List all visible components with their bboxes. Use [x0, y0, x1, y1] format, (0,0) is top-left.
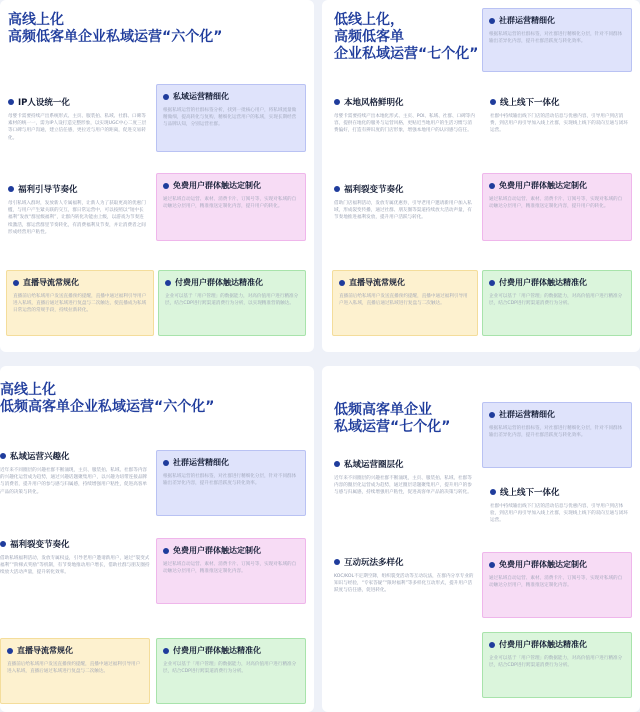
card-body: 直播前后给私域用户发送直播预约提醒，直播中通过福利引导用户进入私域，直播后通过私域进行复盘与二次触达，使直播成为私域日常运营的常规手段，持续拉新转化。 — [13, 294, 147, 314]
panel-high-online-low-freq — [0, 366, 314, 712]
bullet-dot-icon — [163, 94, 169, 100]
bullet-dot-icon — [163, 548, 169, 554]
section-online-offline — [490, 486, 632, 553]
section-body: 借助门店福利活动，发放专属优惠券，引导老用户邀请新用户加入私域，形成裂变传播，通过社群、朋友圈等渠道持续放大活动声量，有节奏地推进福利发放，提升用户活跃与转化。 — [334, 201, 472, 221]
section-label: IP人设统一化 — [18, 98, 70, 108]
section-label: 私域运营圈层化 — [344, 460, 404, 470]
section-label: 私域运营兴趣化 — [10, 452, 70, 462]
card-body: 直播前后给私域用户发送直播预约提醒，直播中通过福利引导用户进入私域，直播后通过私域进行复盘与二次触达。 — [7, 662, 141, 675]
card-free-user-reach — [156, 538, 306, 604]
card-body: 直播前后给私域用户发送直播预约提醒，直播中通过福利引导用户进入私域，直播后通过私域进行复盘与二次触达。 — [339, 294, 468, 307]
bullet-dot-icon — [163, 648, 169, 654]
panel-high-online-high-freq — [0, 0, 314, 352]
panel-title: 高线上化 低频高客单企业私域运营“六个化” — [0, 382, 215, 415]
card-live-stream-traffic — [0, 638, 150, 704]
card-label: 社群运营精细化 — [499, 16, 555, 25]
section-body: KOC/KOL不定期空降，组织裂变活动等互动玩法，在群内分享专业的知识与经验，“专家答疑”“限时福利”等多样化互动形式，提升用户活跃度与信任感，促进转化。 — [334, 574, 474, 594]
card-free-user-reach — [482, 173, 632, 241]
section-label: 线上线下一体化 — [500, 488, 560, 498]
card-body: 根据私域运营的社群标签分析，找到一批核心用户，将私域流量做精做细，提高转化与复购，精细化运营用户的私域，实现长期经营与品牌认知，分别运营社群。 — [163, 108, 297, 128]
card-body: 通过私域自动运营、素材、消费卡片、订阅号等，实现对私域的自动触达分层用户，精准推送定制化内容。 — [163, 562, 297, 575]
card-label: 社群运营精细化 — [499, 410, 555, 419]
section-interaction-variety — [334, 556, 476, 623]
section-benefit-rhythm — [8, 183, 148, 252]
bullet-dot-icon — [489, 642, 495, 648]
section-benefit-fission — [334, 183, 476, 244]
panel-low-online-low-freq — [322, 366, 640, 712]
card-label: 付费用户群体触达精准化 — [175, 278, 263, 287]
card-body: 根据私域运营的社群标签，对社群进行精细化分层，针对不同群体输出差异化内容，提升社群活跃度与转化效率。 — [489, 32, 623, 45]
card-body: 根据私域运营的社群标签，对社群进行精细化分层，针对不同群体输出差异化内容，提升社群活跃度与转化效率。 — [163, 474, 297, 487]
card-label: 付费用户群体触达精准化 — [499, 640, 587, 649]
card-free-user-reach — [482, 552, 632, 618]
card-label: 免费用户群体触达定制化 — [173, 546, 261, 555]
bullet-dot-icon — [0, 541, 6, 547]
section-label: 福利引导节奏化 — [18, 185, 78, 195]
section-body: 借助私域福利活动，发放专属权益，引导老用户邀请新用户，通过“裂变式福利”“阶梯式奖励”等机制，有节奏地推动用户增长，借助社群与朋友圈持续放大活动声量，提升转化效率。 — [0, 556, 150, 576]
bullet-dot-icon — [489, 280, 495, 286]
card-body: 企业可以基于「用户管理」的数据能力，对高价值用户进行精准分层，结合CDP进行跨渠道消费行为分析，以实现精准营销触达。 — [165, 294, 299, 307]
card-label: 免费用户群体触达定制化 — [499, 560, 587, 569]
bullet-dot-icon — [7, 648, 13, 654]
card-label: 直播导流常规化 — [349, 278, 405, 287]
bullet-dot-icon — [339, 280, 345, 286]
bullet-dot-icon — [490, 489, 496, 495]
card-community-refined — [482, 8, 632, 72]
section-body: 社群中持续输出线下门店的活动信息与优惠内容，引导用户到店消费，到店用户再引导加入线上社群，实现线上线下的双向互通与闭环运营。 — [490, 114, 628, 134]
panel-title: 低线上化， 高频低客单 企业私域运营“七个化” — [334, 12, 479, 62]
section-online-offline — [490, 96, 632, 157]
card-live-stream-traffic — [6, 270, 154, 336]
card-body: 通过私域自动运营、素材、消费卡片、订阅号等，实现对私域的自动触达分层用户，精准推送定制化内容，提升用户的转化。 — [163, 197, 297, 210]
card-body: 企业可以基于「用户管理」的数据能力，对高价值用户进行精准分层，结合CDP进行跨渠道消费行为分析。 — [489, 294, 623, 307]
card-label: 社群运营精细化 — [173, 458, 229, 467]
section-local-style — [334, 96, 476, 157]
bullet-dot-icon — [334, 461, 340, 467]
card-community-refined — [156, 450, 306, 516]
bullet-dot-icon — [489, 183, 495, 189]
card-live-stream-traffic — [332, 270, 478, 336]
bullet-dot-icon — [165, 280, 171, 286]
section-label: 互动玩法多样化 — [344, 558, 404, 568]
bullet-dot-icon — [163, 460, 169, 466]
bullet-dot-icon — [8, 186, 14, 192]
section-label: 本地风格鲜明化 — [344, 98, 404, 108]
section-interest-ops — [0, 450, 150, 525]
bullet-dot-icon — [8, 99, 14, 105]
bullet-dot-icon — [0, 453, 6, 459]
card-body: 企业可以基于「用户管理」的数据能力，对高价值用户进行精准分层，结合CDP进行跨渠道消费行为分析。 — [163, 662, 297, 675]
card-label: 直播导流常规化 — [23, 278, 79, 287]
card-paid-user-reach — [156, 638, 306, 704]
bullet-dot-icon — [489, 18, 495, 24]
section-label: 福利裂变节奏化 — [10, 540, 70, 550]
section-body: 近年来不同圈层的兴趣社群不断涌现，主页、服装拍、私域、社群等内容的圈层化运营成为趋势，通过圈层话题聚集用户，提升用户的参与感与归属感，持续增强用户粘性，促进高客单产品的决策与转化。 — [334, 476, 472, 496]
section-ip-persona — [8, 96, 148, 157]
card-free-user-reach — [156, 173, 306, 241]
card-body: 通过私域自动运营、素材、消费卡片、订阅号等，实现对私域的自动触达分层用户，精准推送定制化内容。 — [489, 576, 623, 589]
section-body: 母婴卡需要持续产出系统形式、主页、服装拍、私域、社群、口碑等素材的统一一，需为IP人设打造完整形象，以实现UGC中心二度三层等口碑与用户沟通，建立信任感，更拉近与用户的距离，促进交易转化。 — [8, 114, 147, 141]
card-label: 直播导流常规化 — [17, 646, 73, 655]
bullet-dot-icon — [490, 99, 496, 105]
card-label: 免费用户群体触达定制化 — [499, 181, 587, 190]
card-label: 付费用户群体触达精准化 — [499, 278, 587, 287]
section-body: 近年来不同圈层的兴趣社群不断涌现，主页、服装拍、私域、社群等内容的兴趣化运营成为趋势，通过兴趣话题聚集用户，以兴趣为纽带连接品牌与消费者，提升用户的参与感与归属感，持续增强用户粘性，促进高客单产品的决策与转化。 — [0, 468, 148, 495]
section-circle-ops — [334, 458, 476, 539]
section-label: 线上线下一体化 — [500, 98, 560, 108]
bullet-dot-icon — [489, 562, 495, 568]
section-benefit-fission — [0, 538, 150, 613]
card-community-refined — [482, 402, 632, 468]
section-body: 社群中持续输出线下门店的活动信息与优惠内容，引导用户到店体验，到店用户再引导加入线上社群，实现线上线下的双向互通与闭环运营。 — [490, 504, 628, 524]
card-body: 通过私域自动运营、素材、消费卡片、订阅号等，实现对私域的自动触达分层用户，精准推送定制化内容，提升用户的转化。 — [489, 197, 623, 210]
bullet-dot-icon — [163, 183, 169, 189]
section-body: 母婴卡需要持续产出本地化形式、主页、POI、私域、社群、口碑等内容，提供在地化的服务与运营风格，更贴近当地用户的生活习惯与消费偏好，打造有辨识度的门店形象，增强本地用户的认同感与信任。 — [334, 114, 475, 134]
bullet-dot-icon — [334, 99, 340, 105]
card-paid-user-reach — [158, 270, 306, 336]
section-body: 母引私域入群时，发放新人专属福利，让新人为了获取更高的优惠门槛，与用户产生紧关联的交互，群日常运营中，可以按照以“短中长福利”发放“群星级福利”，让群内转化功能由上级，以游戏为节奏连续激活，群运营群里节奏转化，有消费福利及节奏，并让消费者之间形成经营用户粘性。 — [8, 201, 146, 235]
section-label: 福利裂变节奏化 — [344, 185, 404, 195]
card-label: 免费用户群体触达定制化 — [173, 181, 261, 190]
card-paid-user-reach — [482, 270, 632, 336]
panel-title: 低频高客单企业 私域运营“七个化” — [334, 402, 451, 435]
panel-title: 高线上化 高频低客单企业私域运营“六个化” — [8, 12, 223, 45]
card-label: 私域运营精细化 — [173, 92, 229, 101]
bullet-dot-icon — [334, 559, 340, 565]
bullet-dot-icon — [334, 186, 340, 192]
bullet-dot-icon — [13, 280, 19, 286]
panel-low-online-high-freq — [322, 0, 640, 352]
card-label: 付费用户群体触达精准化 — [173, 646, 261, 655]
card-private-ops-refined — [156, 84, 306, 152]
card-body: 根据私域运营的社群标签，对社群进行精细化分层，针对不同群体输出差异化内容，提升社群活跃度与转化效率。 — [489, 426, 623, 439]
card-body: 企业可以基于「用户管理」的数据能力，对高价值用户进行精准分层，结合CDP进行跨渠道消费行为分析。 — [489, 656, 623, 669]
card-paid-user-reach — [482, 632, 632, 698]
bullet-dot-icon — [489, 412, 495, 418]
